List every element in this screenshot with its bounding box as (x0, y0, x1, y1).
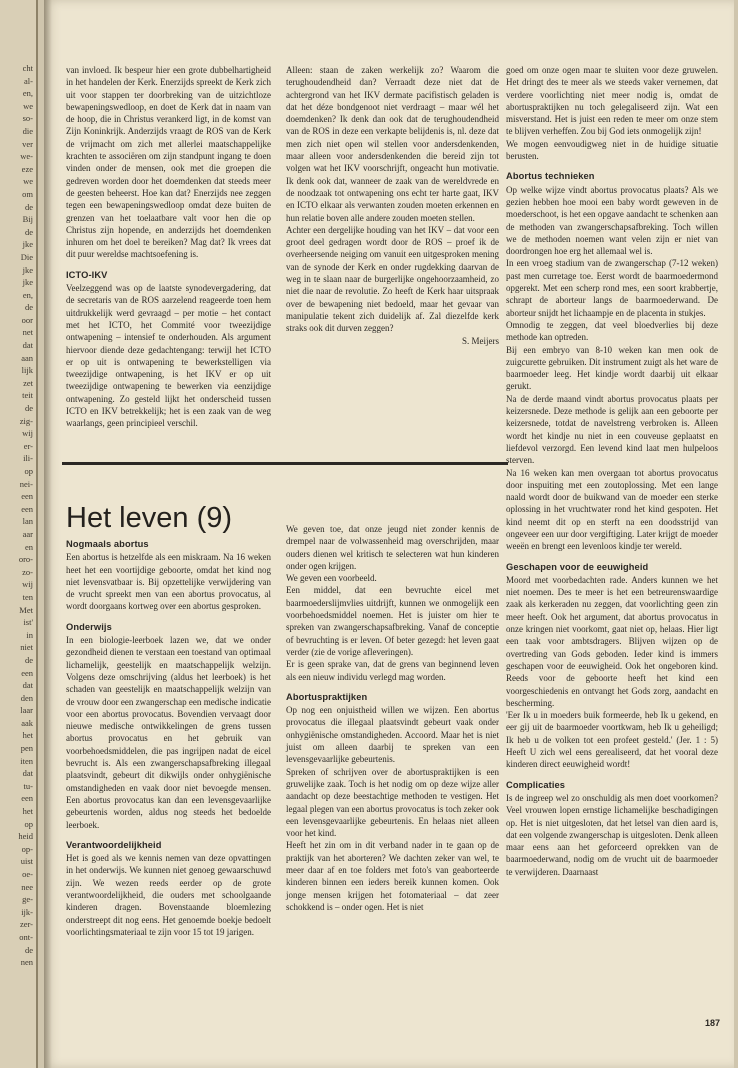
previous-page-fragment: ten (22, 591, 33, 602)
previous-page-fragment: zo- (22, 566, 33, 577)
article2-section-heading: Abortuspraktijken (286, 691, 368, 702)
article2-paragraph: goed om onze ogen maar te sluiten voor deze gruwelen. Het dringt des te meer als we steeds vaker vernemen, dat verdere voorlichting niet meer nodig is, omdat de abortuspraktijken nu toch gelegaliseerd zijn. Wat een misverstand. Het is juist een reden te meer om onze stem te blijven verheffen. Zou bij God iets onmogelijk zijn! (506, 65, 718, 137)
previous-page-fragment: nei- (19, 478, 33, 489)
page-number: 187 (704, 1018, 720, 1028)
previous-page-fragment: ge- (22, 894, 33, 905)
previous-page-fragment: laar (20, 705, 33, 716)
article-divider-rule (62, 462, 508, 465)
previous-page-fragment: jke (22, 264, 33, 275)
article2-section-heading: Complicaties (506, 779, 566, 790)
previous-page-fragment: in (26, 629, 33, 640)
article2-section-heading: Verantwoordelijkheid (66, 839, 162, 850)
previous-page-fragment: net (22, 327, 33, 338)
previous-page-fragment: wij (22, 579, 33, 590)
previous-page-fragment: nee (21, 881, 33, 892)
previous-page-fragment: den (20, 692, 33, 703)
magazine-page (44, 0, 734, 1068)
previous-page-fragment: zer- (19, 919, 33, 930)
previous-page-fragment: so- (22, 113, 33, 124)
previous-page-fragment: om (22, 188, 33, 199)
article2-section-heading: Abortus technieken (506, 171, 595, 182)
previous-page-fragment: aak (21, 717, 33, 728)
article2-column-1 (66, 538, 271, 938)
previous-page-fragment: jke (22, 277, 33, 288)
previous-page-fragment: Met (19, 604, 33, 615)
previous-page-fragment: lan (22, 516, 33, 527)
previous-page-fragment: en (24, 541, 33, 552)
article2-title: Het leven (9) (66, 502, 233, 534)
article2-paragraph: We mogen eenvoudigweg niet in de huidige situatie berusten. (506, 138, 718, 162)
previous-page-fragment: op (24, 466, 33, 476)
previous-page-fragment: en, (22, 289, 33, 300)
previous-page-fragment: uist (20, 856, 33, 867)
previous-page-fragment: dat (22, 768, 33, 779)
previous-page-fragment: oe- (22, 869, 33, 879)
article2-section-heading: Geschapen voor de eeuwigheid (506, 561, 649, 572)
article2-paragraph: Na 16 weken kan men overgaan tot abortus provocatus door inspuiting met een zoutoplossing. Met een lange naald wordt door de buikwand van de moeder een sterke oplossing in het vruchtwater rond het kind gespoten. Het kind neemt dit op en sterft na een doodsstrijd van ongeveer een uur door vergiftiging. Later krijgt de moeder weeën en brengt een levenloos kindje ter wereld. (506, 467, 718, 552)
previous-page-fragment: we- (20, 151, 33, 162)
previous-page-fragment: op (24, 818, 33, 829)
previous-page-fragment: een (21, 667, 33, 678)
previous-page-fragment: zet (23, 377, 33, 388)
article1-section-heading: ICTO-IKV (66, 269, 108, 280)
previous-page-fragment: ont- (19, 931, 33, 942)
article2-paragraph: Is de ingreep wel zo onschuldig als men doet voorkomen? Veel vrouwen lopen ernstige lichamelijke beschadigingen op. Het is niet uitgesloten, dat het letsel van dien aard is, dat een volgende zwangerschap is uitgesloten. Denk alleen maar eens aan het geforceerd oprekken van de baarmoederwand, nodig om de vrucht uit de baarmoeder te verwijderen. Daarnaast (506, 792, 718, 877)
previous-page-fragment: iten (20, 755, 33, 766)
previous-page-fragment: een (21, 793, 33, 804)
previous-page-fragment: lijk (21, 365, 33, 376)
previous-page-fragment: we (23, 100, 33, 111)
previous-page-fragment: ili- (23, 453, 33, 464)
article2-section-heading: Onderwijs (66, 621, 112, 632)
article2-paragraph: We geven een voorbeeld. (286, 573, 377, 584)
article1-paragraph: Achter een dergelijke houding van het IKV – dat voor een groot deel gedragen wordt door de ROS – proef ik de overheersende neiging om vanuit een uitgesproken mening van de synode der Kerk en onder rugdekking daarvan de weg in te slaan naar de burgerlijke ongehoorzaamheid, zo niet die naar de revolutie. Zo heeft de Kerk haar uitspraak over de bewapening niet bedoeld, maar het gevaar van manipulatie tekent zich duidelijk af. Zal diezelfde kerk straks ook dit durven zeggen? (286, 224, 499, 334)
previous-page-fragment: zig- (19, 415, 33, 426)
previous-page-fragment: cht (22, 63, 33, 73)
previous-page-fragment: het (22, 806, 33, 817)
previous-page-fragment: een (21, 503, 33, 514)
article2-column-3 (506, 64, 718, 878)
previous-page-fragment: de (24, 226, 33, 237)
previous-page-fragment: dat (22, 680, 33, 691)
previous-page-fragment: oro- (18, 554, 33, 565)
previous-page-fragment: oor (21, 314, 33, 325)
article1-column-2 (286, 64, 499, 347)
article1-paragraph: Alleen: staan de zaken werkelijk zo? Waarom die terughoudendheid dan? Verraadt deze niet dat de achtergrond van het IKV dermate pacifistisch geladen is dat het déze bondgenoot niet verdraagt – maar wél het doemdenken? Ik denk dan ook dat de terughoudendheid van de ROS in deze een verkapte belijdenis is, nl. deze dat men zich niet open wil stellen voor andersdenkenden, maar alleen voor andersdenkenden die bereid zijn tot volgen wat het IKV voorschrijft, ongeacht hun motivatie. Ik denk ook dat, wanneer de zaak van de wereldvrede en de noodzaak tot ontwapening ons echt ter harte gaat, IKV en ICTO elkaar als verwanten zouden moeten erkennen en hun relatie boven alle andere zouden moeten stellen. (286, 65, 499, 223)
article2-paragraph: Bij een embryo van 8-10 weken kan men ook de zuigcurette gebruiken. Dit instrument zuigt als het ware de baarmoeder leeg. Het kindje wordt daarbij uit elkaar gerukt. (506, 344, 718, 392)
previous-page-fragment: op- (21, 843, 33, 854)
previous-page-fragment: aan (21, 352, 33, 363)
previous-page-fragment: de (24, 403, 33, 414)
article2-paragraph: In een biologie-leerboek lazen we, dat we onder gezondheid dienen te verstaan een toestand van optimaal lichamelijk, geestelijk en maatschappelijk welzijn. Volgens deze omschrijving (aldus het leerboek) is het schaden van geestelijk en maatschappelijk welzijn van de vrouw door een zwangerschap een medische indicatie voor een abortus provocatus. Bovendien vervaagt door nieuwe medische ontwikkelingen de grens tussen abortus provocatus en het gebruik van voorbehoedsmiddelen, die pas ingrijpen nadat de eicel bevrucht is. Als een zwangerschapsafbreking illegaal plaatsvindt, gebeurt dit dikwijls onder onhygiënische omstandigheden en vaak door niet bevoegde mensen. Een abortus provocatus kan dan een levensgevaarlijke gebeurtenis worden, aldus nog steeds het bedoelde leerboek. (66, 635, 271, 830)
previous-page-fragment: al- (24, 75, 33, 86)
article2-paragraph: Na de derde maand vindt abortus provocatus plaats per keizersnede. Deze methode is gelijk aan een geboorte per keizersnede, totdat de navelstreng verbroken is. Alleen wordt het kindje nu niet in een couveuse geplaatst en liefdevol verzorgd. Een levend kind laat men hulpeloos sterven. (506, 393, 718, 466)
previous-page-fragment: de (24, 654, 33, 665)
article2-paragraph: Een abortus is hetzelfde als een miskraam. Na 16 weken heet het een voortijdige geboorte, omdat het kind nog niet levensvatbaar is. Bij opzettelijke verwijdering van de vrucht spreekt men van een abortus provocatus, al wordt doorgaans kortweg over een abortus gesproken. (66, 552, 271, 612)
article2-paragraph: Het is goed als we kennis nemen van deze opvattingen in het onderwijs. We kunnen niet genoeg gewaarschuwd zijn. We wezen reeds eerder op de grote verantwoordelijkheid, die ouders met schoolgaande kinderen dragen. Bovenstaande bloemlezing onderstreept dit nog eens. Het genoemde boekje bedoelt voorlichtingsmateriaal te zijn voor 15 tot 19 jarigen. (66, 853, 271, 937)
article1-author-signature: S. Meijers (462, 335, 499, 346)
article2-paragraph: Spreken of schrijven over de abortuspraktijken is een gruwelijke zaak. Toch is het nodig om op deze wijze aller aandacht op deze beestachtige methoden te vestigen. Het legaal plegen van een abortus provocatus is toch zeker ook een levensgevaarlijke gebeurtenis. En helaas niet alleen voor het kind. (286, 766, 499, 839)
previous-page-fragment: ist' (23, 617, 33, 628)
previous-page-fragment: en, (22, 88, 33, 99)
previous-page-edge (0, 0, 38, 1068)
article2-section-heading: Nogmaals abortus (66, 539, 149, 549)
previous-page-fragment: een (21, 491, 33, 502)
previous-page-fragment: nen (20, 957, 33, 968)
article2-paragraph: Op welke wijze vindt abortus provocatus plaats? Als we gezien hebben hoe mooi een baby wordt geweven in de moederschoot, is het een opgave aandacht te schenken aan de methoden van zwangerschapsafbreking. Toch willen we de methoden noemen want velen zijn er niet van doordrongen hoe erg het allemaal wel is. (506, 184, 718, 257)
previous-page-fragment: jke (22, 239, 33, 250)
previous-page-fragment: aar (22, 528, 33, 539)
article2-paragraph: Moord met voorbedachten rade. Anders kunnen we het niet noemen. Des te meer is het een betreurenswaardige zaak als kerkeraden nu zeggen, dat voorlichting geen zin meer heeft. Ook het argument, dat abortus provocatus in onze kringen niet voorkomt, gaat niet op, helaas. Hier ligt een taak voor ambtsdragers. Blijven wijzen op de overtreding van Gods geboden. Ieder kind is immers geschapen voor de eeuwigheid. Ook het ongeboren kind. Reeds voor de geboorte heeft het kind een voorgeschiedenis en ontvangt het Gods zorg, aandacht en bescherming. (506, 574, 718, 708)
previous-page-fragment: heid (18, 831, 33, 842)
previous-page-fragment: de (24, 944, 33, 955)
article2-paragraph: Omnodig te zeggen, dat veel bloedverlies bij deze methode kan optreden. (506, 319, 718, 343)
article2-paragraph: 'Eer Ik u in moeders buik formeerde, heb Ik u gekend, en eer gij uit de baarmoeder voortkwam, heb Ik u geheiligd; Ik heb u de volken tot een profeet gesteld.' (Jer. 1 : 5) Heeft U zich wel eens gerealiseerd, dat het vooral deze kinderen direct eeuwigheid wordt! (506, 710, 718, 770)
previous-page-fragment: tu- (23, 780, 33, 791)
previous-page-fragment: we (23, 176, 33, 187)
previous-page-fragment: teit (22, 390, 33, 401)
article1-intro-paragraph: van invloed. Ik bespeur hier een grote dubbelhartigheid in het handelen der Kerk. Enerzijds spreekt de Kerk zich uit voor stappen ter doorbreking van de uitzichtloze bewapeningswedloop, en doet de Kerk dat in naam van de hoop, die in Christus verankerd ligt, in de komst van Zijn Koninkrijk. Anderzijds vraagt de ROS van de Kerk de vrijmacht om zich met allerlei maatschappelijke krachten te associëren om zijn standpunt ingang te doen vinden onder de mensen, ook met die groepen die gedreven worden door het doemdenken dat steeds meer de geesten beheerst. Hoe kan dat? Enerzijds nee zeggen tegen een bewapeningswedloop omdat deze buiten de grenzen van het toelaatbare valt voor hen die op Christus zijn hopende, en anderzijds het doemdenken inhuren om het doel te bereiken? Mag dat? Ik vrees dat dit puur wereldse machtsoefening is. (66, 65, 271, 260)
article1-section-paragraph: Veelzeggend was op de laatste synodevergadering, dat de secretaris van de ROS aarzelend reageerde toen hem uitdrukkelijk werd gevraagd – per motie – het contact met het ICTO, het Commité voor tweezijdige ontwapening – intensief te onderhouden. Als argument hiervoor diende deze gedachtengang: terwijl het ICTO er op uit is ontwapening te bewerkstelligen via tweezijdige ontwapening, is het IKV er op uit tweezijdige ontwapening te bewerken via eenzijdige ontwapening. Zo gesteld lijkt het onderscheid tussen ICTO en IKV betrekkelijk; het is een zaak van de weg waarlangs, geen principieel verschil. (66, 283, 271, 429)
previous-page-fragment: het (22, 730, 33, 741)
previous-page-fragment: Die (20, 251, 33, 262)
previous-page-fragment: de (24, 201, 33, 212)
article2-paragraph: Op nog een onjuistheid willen we wijzen. Een abortus provocatus die illegaal plaatsvindt gebeurt vaak onder onhygiënische omstandigheden. Accoord. Maar het is niet juist om alleen daarbij te spreken van een levensgevaarlijke gebeurtenis. (286, 705, 499, 765)
previous-page-fragment: er- (23, 440, 33, 451)
article2-paragraph: Een middel, dat een bevruchte eicel met baarmoederslijmvlies uitdrijft, kunnen we onmogelijk een voorbehoedsmiddel noemen. Het is juister om hier te spreken van zwangerschapsafbreking. Vanaf de conceptie of bevruchting is er leven. Of beter gezegd: het leven gaat verder (zie de vorige afleveringen). (286, 585, 499, 657)
previous-page-fragment: ijk- (21, 906, 33, 917)
previous-page-fragment: wij (22, 428, 33, 439)
previous-page-fragment: Bij (22, 214, 33, 225)
article2-paragraph: We geven toe, dat onze jeugd niet zonder kennis de drempel naar de volwassenheid mag overschrijden, maar ouders dienen wel kritisch te selecteren wat hun kinderen onder ogen krijgen. (286, 524, 499, 571)
article2-paragraph: In een vroeg stadium van de zwangerschap (7-12 weken) past men curretage toe. Eerst wordt de baarmoedermond opgerekt. Met een scherp rond mes, een soort krabbertje, schrapt de aborteur langs de baarmoederwand. De aborteur snijdt het lichaampje en de placenta in stukjes. (506, 258, 718, 318)
article2-column-2 (286, 523, 499, 913)
previous-page-fragment: de (24, 302, 33, 313)
previous-page-fragment: die (22, 125, 33, 136)
previous-page-fragment: dat (22, 340, 33, 351)
previous-page-fragment: ver (22, 138, 33, 149)
previous-page-fragment: niet (20, 642, 33, 653)
previous-page-fragment: pen (20, 743, 33, 754)
page-fold-shadow (44, 0, 52, 1068)
article2-paragraph: Heeft het zin om in dit verband nader in te gaan op de praktijk van het aborteren? We dachten zeker van wel, te meer daar af en toe folders met foto's van geaborteerde kinderen binnen een ieders bereik kunnen komen. Ook jonge mensen krijgen het fotomateriaal – dat zeer schokkend is – onder ogen. Het is niet (286, 840, 499, 912)
previous-page-fragment: eze (21, 163, 33, 174)
article2-paragraph: Er is geen sprake van, dat de grens van beginnend leven als een nieuw individu verlegd mag worden. (286, 659, 499, 682)
article1-column-1 (66, 64, 271, 430)
